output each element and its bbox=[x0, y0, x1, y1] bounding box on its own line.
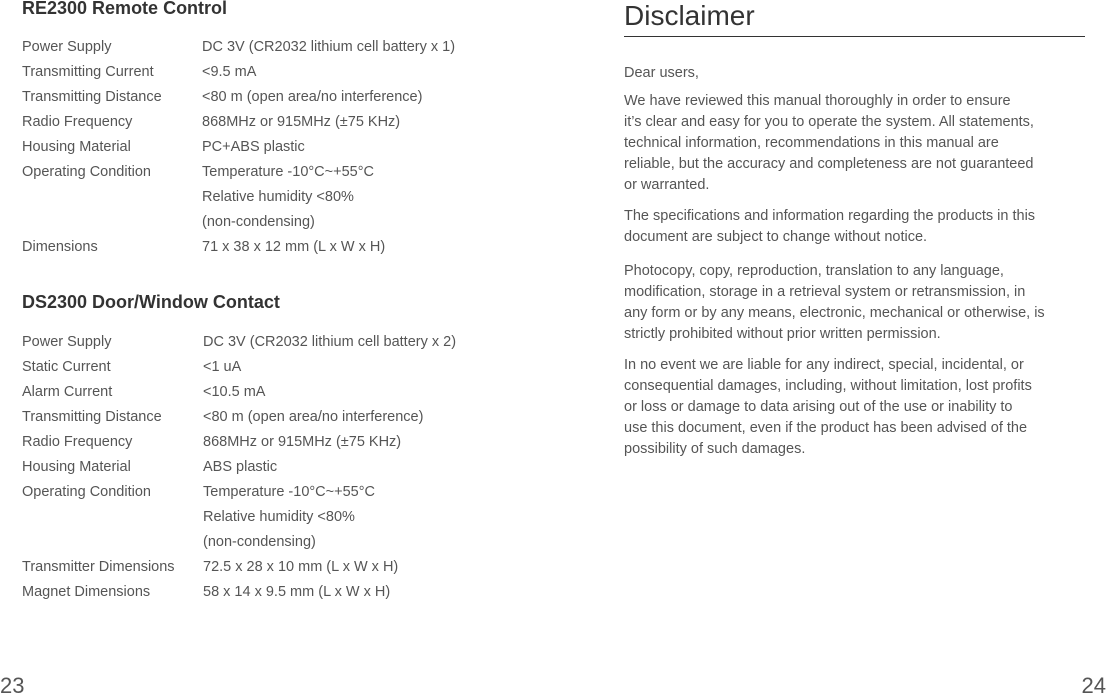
paragraph-line: Photocopy, copy, reproduction, translation to any language, bbox=[624, 263, 1004, 279]
spec-value: PC+ABS plastic bbox=[202, 139, 305, 155]
spec-label: Operating Condition bbox=[22, 484, 151, 500]
spec-label: Power Supply bbox=[22, 39, 112, 55]
spec-value: DC 3V (CR2032 lithium cell battery x 1) bbox=[202, 39, 456, 55]
spec-label: Transmitting Distance bbox=[22, 409, 162, 425]
spec-value: ABS plastic bbox=[203, 459, 278, 475]
disclaimer-title: Disclaimer bbox=[624, 0, 755, 31]
paragraph-line: modification, storage in a retrieval system or retransmission, in bbox=[624, 284, 1026, 300]
spec-value: Temperature -10°C~+55°C bbox=[203, 484, 375, 500]
spec-value: DC 3V (CR2032 lithium cell battery x 2) bbox=[203, 334, 457, 350]
spec-label: Transmitting Distance bbox=[22, 89, 162, 105]
paragraph-line: technical information, recommendations in this manual are bbox=[624, 135, 999, 151]
page-number-right: 24 bbox=[1081, 673, 1106, 698]
paragraph-line: use this document, even if the product has been advised of the bbox=[624, 420, 1028, 436]
spec-label: Radio Frequency bbox=[22, 434, 133, 450]
paragraph-line: reliable, but the accuracy and completeness are not guaranteed bbox=[624, 156, 1034, 172]
disclaimer-paragraph bbox=[624, 91, 1084, 196]
page-number-left: 23 bbox=[0, 673, 25, 698]
paragraph-line: Dear users, bbox=[624, 65, 699, 81]
spec-value: Temperature -10°C~+55°C bbox=[202, 164, 374, 180]
paragraph-line: possibility of such damages. bbox=[624, 441, 806, 457]
disclaimer-paragraph bbox=[624, 206, 1084, 248]
spec-value: <80 m (open area/no interference) bbox=[202, 89, 423, 105]
spec-value: Relative humidity <80% bbox=[202, 189, 354, 205]
right-page bbox=[553, 0, 1106, 700]
disclaimer-paragraph bbox=[624, 63, 1084, 84]
spec-label: Magnet Dimensions bbox=[22, 584, 151, 600]
spec-label: Operating Condition bbox=[22, 164, 151, 180]
paragraph-line: any form or by any means, electronic, mechanical or otherwise, is bbox=[624, 305, 1045, 321]
spec-value: 72.5 x 28 x 10 mm (L x W x H) bbox=[203, 559, 399, 575]
spec-label: Static Current bbox=[22, 359, 111, 375]
spec-value: 58 x 14 x 9.5 mm (L x W x H) bbox=[203, 584, 391, 600]
spec-label: Transmitter Dimensions bbox=[22, 559, 175, 575]
spec-value: (non-condensing) bbox=[202, 214, 315, 230]
paragraph-line: document are subject to change without notice. bbox=[624, 229, 928, 245]
spec-label: Transmitting Current bbox=[22, 64, 154, 80]
spec-value: <10.5 mA bbox=[203, 384, 266, 400]
paragraph-line: strictly prohibited without prior written permission. bbox=[624, 326, 941, 342]
paragraph-line: In no event we are liable for any indirect, special, incidental, or bbox=[624, 357, 1024, 373]
paragraph-line: it’s clear and easy for you to operate the system. All statements, bbox=[624, 114, 1034, 130]
spec-value: <80 m (open area/no interference) bbox=[203, 409, 424, 425]
paragraph-line: The specifications and information regarding the products in this bbox=[624, 208, 1036, 224]
disclaimer-paragraph bbox=[624, 355, 1084, 460]
spec-value: 71 x 38 x 12 mm (L x W x H) bbox=[202, 239, 386, 255]
paragraph-line: or loss or damage to data arising out of the use or inability to bbox=[624, 399, 1013, 415]
spec-label: Power Supply bbox=[22, 334, 112, 350]
title-divider bbox=[624, 36, 1085, 37]
disclaimer-paragraph bbox=[624, 261, 1084, 345]
spec-value: Relative humidity <80% bbox=[203, 509, 355, 525]
contact-section-title: DS2300 Door/Window Contact bbox=[22, 292, 280, 312]
spec-label: Dimensions bbox=[22, 239, 98, 255]
spec-label: Housing Material bbox=[22, 139, 131, 155]
spec-value: <9.5 mA bbox=[202, 64, 257, 80]
spec-label: Radio Frequency bbox=[22, 114, 133, 130]
paragraph-line: consequential damages, including, without limitation, lost profits bbox=[624, 378, 1032, 394]
spec-label: Alarm Current bbox=[22, 384, 113, 400]
spec-value: <1 uA bbox=[203, 359, 242, 375]
spec-value: (non-condensing) bbox=[203, 534, 316, 550]
spec-label: Housing Material bbox=[22, 459, 131, 475]
paragraph-line: or warranted. bbox=[624, 177, 710, 193]
spec-value: 868MHz or 915MHz (±75 KHz) bbox=[202, 114, 401, 130]
remote-section-title: RE2300 Remote Control bbox=[22, 0, 228, 18]
spec-value: 868MHz or 915MHz (±75 KHz) bbox=[203, 434, 402, 450]
paragraph-line: We have reviewed this manual thoroughly in order to ensure bbox=[624, 93, 1011, 109]
